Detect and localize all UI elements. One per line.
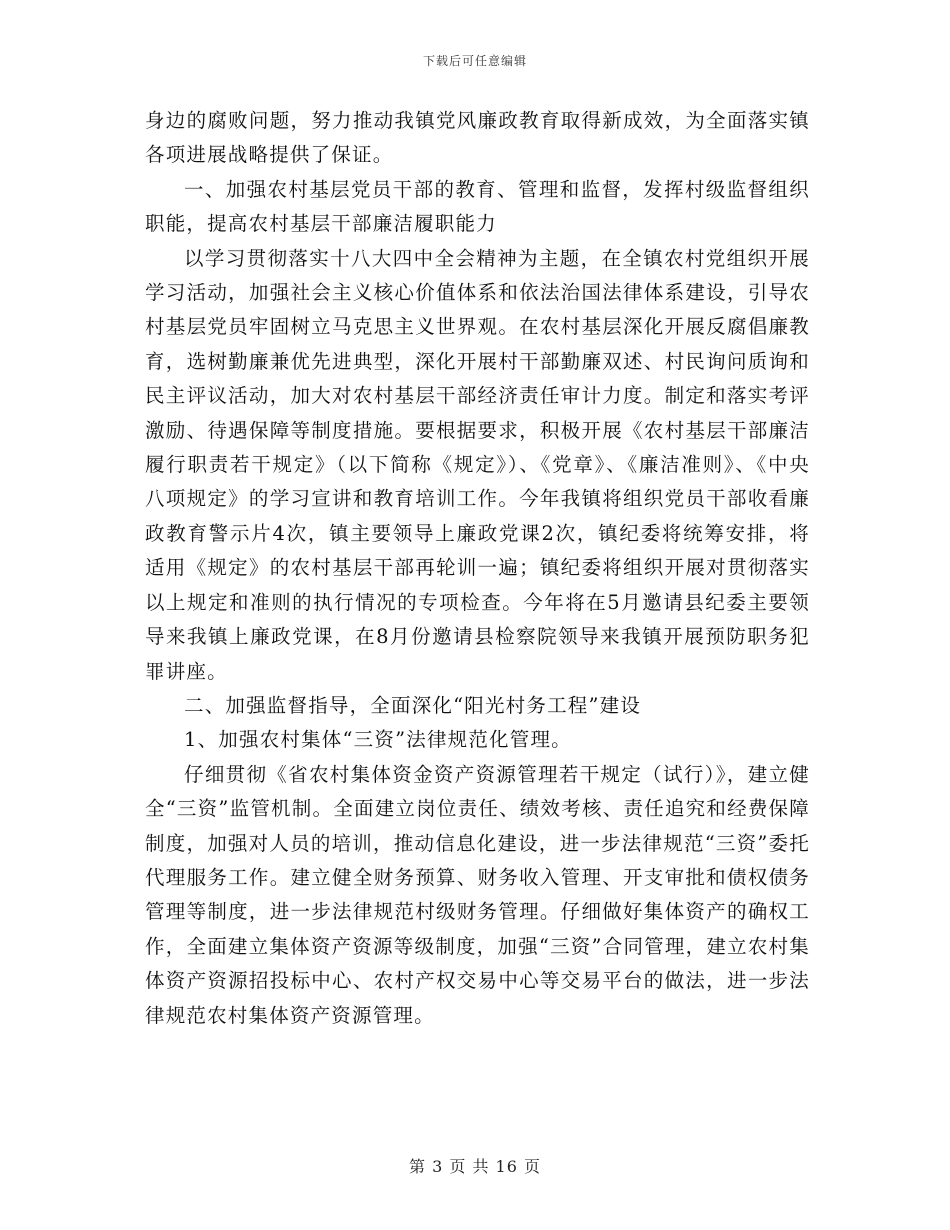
paragraph-three-assets: 仔细贯彻《省农村集体资金资产资源管理若干规定（试行）》，建立健全“三资”监管机制。全面建立岗位责任、绩效考核、责任追究和经费保障制度，加强对人员的培训，推动信息化建设，进一步法律规范“三资”委托代理服务工作。建立健全财务预算、财务收入管理、开支审批和债权债务管理等制度，进一步法律规范村级财务管理。仔细做好集体资产的确权工作，全面建立集体资产资源等级制度，加强“三资”合同管理，建立农村集体资产资源招投标中心、农村产权交易中心等交易平台的做法，进一步法律规范农村集体资产资源管理。 (145, 762, 810, 1027)
page-number: 第 3 页 共 16 页 (409, 1157, 541, 1176)
section-heading-2: 二、加强监督指导，全面深化“阳光村务工程”建设 (184, 693, 642, 717)
section-heading-1: 一、加强农村基层党员干部的教育、管理和监督，发挥村级监督组织职能，提高农村基层干部廉洁履职能力 (145, 177, 810, 236)
document-body (145, 104, 810, 1033)
paragraph-study-activities: 以学习贯彻落实十八大四中全会精神为主题，在全镇农村党组织开展学习活动，加强社会主义核心价值体系和依法治国法律体系建设，引导农村基层党员牢固树立马克思主义世界观。在农村基层深化开展反腐倡廉教育，选树勤廉兼优先进典型，深化开展村干部勤廉双述、村民询问质询和民主评议活动，加大对农村基层干部经济责任审计力度。制定和落实考评激励、待遇保障等制度措施。要根据要求，积极开展《农村基层干部廉洁履行职责若干规定》（以下简称《规定》）、《党章》、《廉洁准则》、《中央八项规定》的学习宣讲和教育培训工作。今年我镇将组织党员干部收看廉政教育警示片4次，镇主要领导上廉政党课2次，镇纪委将统筹安排，将适用《规定》的农村基层干部再轮训一遍；镇纪委将组织开展对贯彻落实以上规定和准则的执行情况的专项检查。今年将在5月邀请县纪委主要领导来我镇上廉政党课，在8月份邀请县检察院领导来我镇开展预防职务犯罪讲座。 (145, 246, 810, 683)
paragraph-continuation: 身边的腐败问题，努力推动我镇党风廉政教育取得新成效，为全面落实镇各项进展战略提供了保证。 (145, 109, 810, 167)
subsection-heading-1: 1、加强农村集体“三资”法律规范化管理。 (184, 728, 572, 752)
header-note: 下载后可任意编辑 (422, 54, 527, 68)
